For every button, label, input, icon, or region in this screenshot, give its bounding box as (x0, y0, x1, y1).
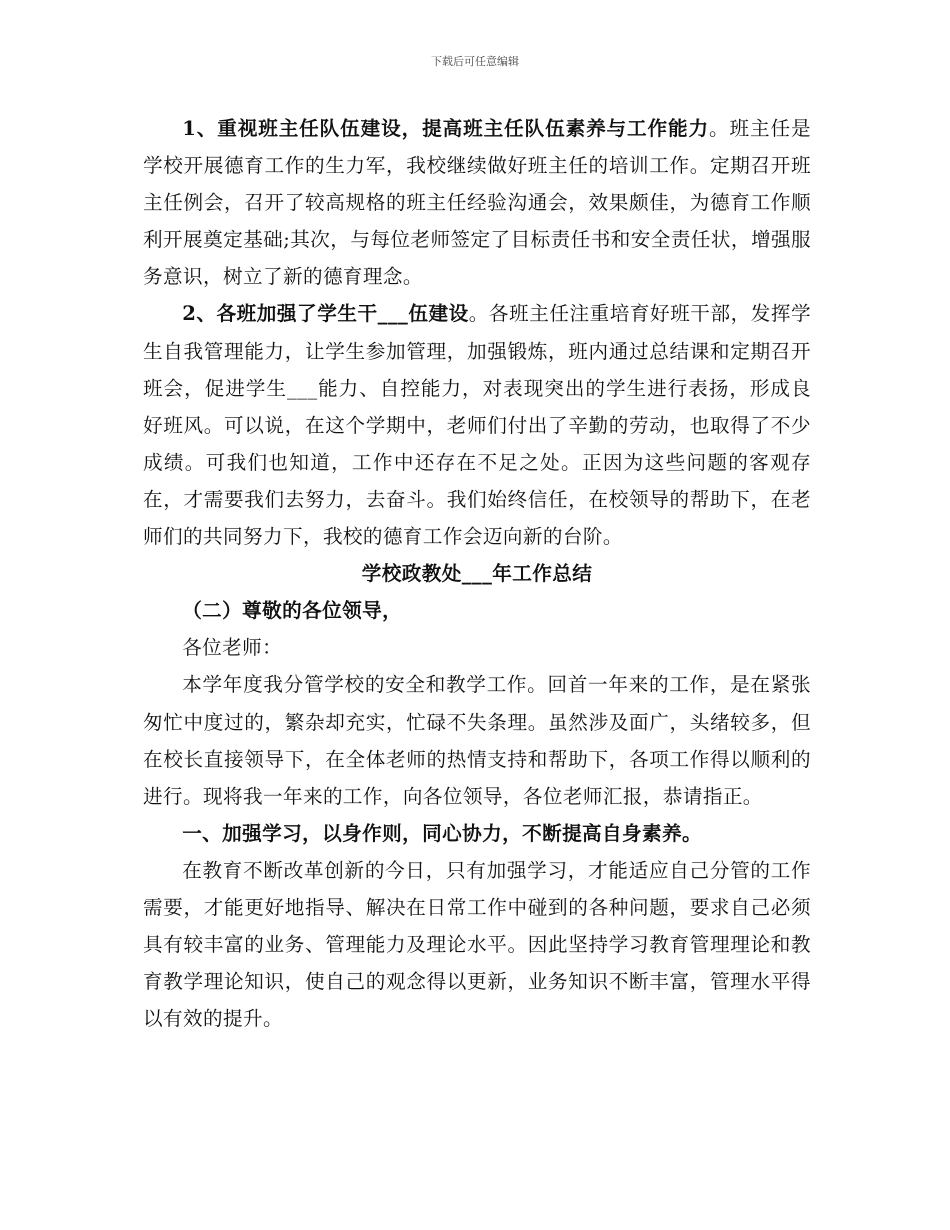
paragraph-intro: 本学年度我分管学校的安全和教学工作。回首一年来的工作，是在紧张匆忙中度过的，繁杂却充实，忙碌不失条理。虽然涉及面广，头绪较多，但在校长直接领导下，在全体老师的热情支持和帮助下，各项工作得以顺利的进行。现将我一年来的工作，向各位领导，各位老师汇报，恭请指正。 (143, 673, 811, 808)
title-blank: ___ (461, 562, 493, 586)
title-part-a: 学校政教处 (361, 562, 462, 586)
salutation-leaders: （二）尊敬的各位领导， (182, 599, 403, 623)
paragraph-study: 在教育不断改革创新的今日，只有加强学习，才能适应自己分管的工作需要，才能更好地指导、解决在日常工作中碰到的各种问题，要求自己必须具有较丰富的业务、管理能力及理论水平。因此坚持学习教育管理理论和教育教学理论知识，使自己的观念得以更新，业务知识不断丰富，管理水平得以有效的提升。 (143, 858, 811, 1031)
title-part-b: 年工作总结 (492, 562, 593, 586)
paragraph-text-a: 。各班主任注重培育好班干部，发挥学生自我管理能力，让学生参加管理，加强锻炼，班内通过总结课和定期召开班会，促进学生 (143, 302, 811, 400)
document-title (143, 555, 811, 592)
section-heading-1: 一、加强学习，以身作则，同心协力，不断提高自身素养。 (182, 821, 703, 845)
paragraph-student-cadre (143, 295, 811, 555)
paragraph-text-blank: ___ (286, 376, 318, 400)
page-header: 下载后可任意编辑 (431, 55, 519, 68)
paragraph-heading-b: 伍建设 (408, 302, 469, 326)
paragraph-class-teacher (143, 110, 811, 295)
paragraph-text-b: 能力、自控能力，对表现突出的学生进行表扬，形成良好班风。可以说，在这个学期中，老师们付出了辛勤的劳动，也取得了不少成绩。可我们也知道，工作中还存在不足之处。正因为这些问题的客观存在，才需要我们去努力，去奋斗。我们始终信任，在校领导的帮助下，在老师们的共同努力下，我校的德育工作会迈向新的台阶。 (143, 376, 811, 549)
paragraph-heading: 1、重视班主任队伍建设，提高班主任队伍素养与工作能力 (182, 117, 710, 140)
document-body (143, 110, 811, 1037)
paragraph-heading-a: 2、各班加强了学生干 (182, 302, 378, 326)
paragraph-heading-blank: ___ (377, 302, 409, 326)
paragraph-text: 。班主任是学校开展德育工作的生力军，我校继续做好班主任的培训工作。定期召开班主任例会，召开了较高规格的班主任经验沟通会，效果颇佳，为德育工作顺利开展奠定基础;其次，与每位老师签定了目标责任书和安全责任状，增强服务意识，树立了新的德育理念。 (143, 117, 811, 289)
salutation-teachers: 各位老师： (182, 636, 283, 660)
